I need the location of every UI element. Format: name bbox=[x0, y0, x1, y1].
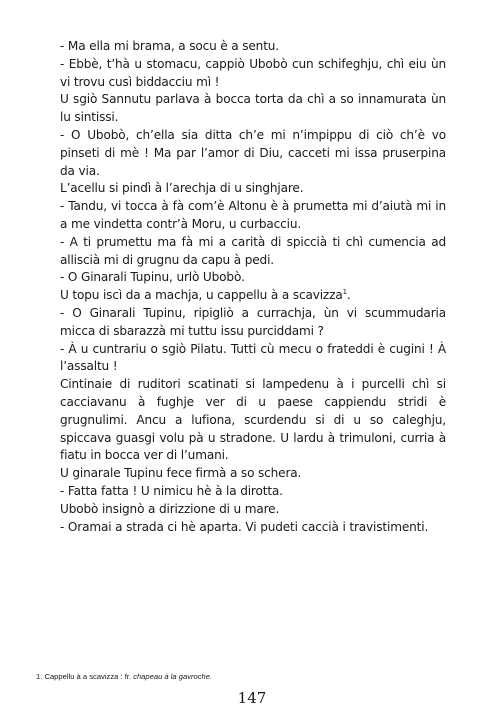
paragraph: L’acellu si pindì à l’arechja di u singhjare. bbox=[60, 181, 304, 196]
paragraph: - Ma ella mi brama, a socu è a sentu. bbox=[60, 39, 279, 53]
footnote-translation: chapeau à la gavroche. bbox=[133, 672, 213, 681]
footnote-term: Cappellu à a scavizza : bbox=[44, 672, 123, 681]
paragraph: - O Ginarali Tupinu, urlò Ubobò. bbox=[60, 270, 245, 285]
paragraph: - Fatta fatta ! U nimicu hè à la dirotta. bbox=[60, 483, 283, 498]
paragraph: Ubobò insignò a dirizzione di u mare. bbox=[60, 501, 280, 516]
footnote-marker: 1 bbox=[342, 288, 347, 297]
paragraph: - Oramai a strada ci hè aparta. Vi pudeti caccià i travistimenti. bbox=[60, 519, 429, 534]
paragraph: - Tandu, vi tocca à fà com’è Altonu è à prumetta mi d’aiutà mi in a me vindetta contr’à Moru, u curbacciu. bbox=[60, 199, 446, 231]
paragraph-text: U topu iscì da a machja, u cappellu à a scavizza bbox=[60, 288, 343, 303]
paragraph: - À u cuntrariu o sgiò Pilatu. Tutti cù mecu o frateddi è cugini ! À l’assaltu ! bbox=[60, 341, 446, 374]
footnote bbox=[36, 672, 468, 682]
footnote-abbrev: fr. bbox=[124, 672, 132, 681]
paragraph: - O Ginarali Tupinu, ripigliò a currachja, ùn vi scummudaria micca di sbarazzà mi tuttu issu purciddami ? bbox=[60, 305, 446, 338]
footnote-number: 1. bbox=[36, 672, 43, 681]
body-text bbox=[60, 38, 446, 536]
paragraph: U sgiò Sannutu parlava à bocca torta da chì a so innamurata ùn lu sintissi. bbox=[60, 92, 446, 125]
paragraph: - Ebbè, t’hà u stomacu, cappiò Ubobò cun schifeghju, chì eiu ùn vi trovu cusì biddacciu mì ! bbox=[60, 56, 446, 89]
page-number: 147 bbox=[237, 689, 267, 707]
paragraph-text: . bbox=[346, 288, 351, 303]
paragraph-with-footnote bbox=[60, 287, 446, 305]
paragraph: - A ti prumettu ma fà mi a carità di spiccià ti chì cumencia ad alliscià mi di grugnu da capu à pedi. bbox=[60, 234, 446, 267]
paragraph: - O Ubobò, ch’ella sia ditta ch’e mi n’impippu di ciò ch’è vo pinseti di mè ! Ma par l’amor di Diu, cacceti mi issa pruserpina da via. bbox=[60, 127, 446, 178]
paragraph: U ginarale Tupinu fece firmà a so schera. bbox=[60, 466, 302, 481]
paragraph: Cintinaie di ruditori scatinati si lampedenu à i purcelli chì si cacciavanu à fughje ver di u paese cappiendu stridi è grugnulimi. Ancu a lufiona, scurdendu si di u so caleghju, spiccava guasgi volu pà u stradone. U lardu à trimuloni, curria à fiatu in bocca ver di l’umani. bbox=[60, 377, 446, 463]
